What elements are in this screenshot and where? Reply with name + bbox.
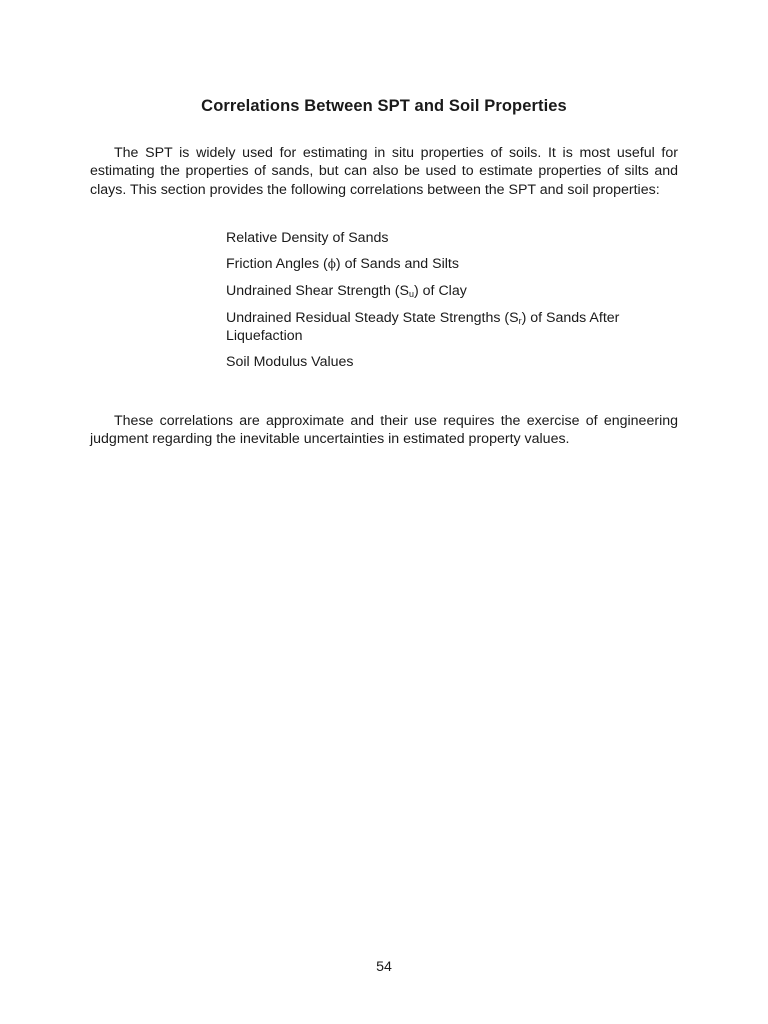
list-item-friction-angles — [226, 255, 459, 273]
subscript-r: r — [518, 316, 522, 326]
intro-paragraph: The SPT is widely used for estimating in situ properties of soils. It is most useful for estimating the properties of sands, but can also be used to estimate properties of silts and clays. This section provides the following correlations between the SPT and soil properties: — [90, 145, 678, 198]
undrained-shear-text-before: Undrained Shear Strength (S — [226, 283, 409, 299]
page-number: 54 — [376, 959, 392, 975]
soil-modulus-text: Soil Modulus Values — [226, 354, 354, 370]
friction-angles-text-before: Friction Angles ( — [226, 256, 328, 272]
list-item-undrained-shear-strength — [226, 282, 467, 300]
subscript-u: u — [408, 289, 414, 299]
friction-angles-text-after: ) of Sands and Silts — [335, 256, 459, 272]
list-item-soil-modulus — [226, 353, 354, 371]
relative-density-text: Relative Density of Sands — [226, 230, 389, 246]
closing-paragraph: These correlations are approximate and their use requires the exercise of engineering judgment regarding the inevitable uncertainties in estimated property values. — [90, 413, 678, 448]
residual-strength-text-after: ) of Sands After Liquefaction — [226, 310, 620, 344]
list-item-residual-strength — [226, 309, 666, 345]
list-item-relative-density — [226, 229, 388, 247]
page-title: Correlations Between SPT and Soil Properties — [201, 97, 567, 115]
residual-strength-text-before: Undrained Residual Steady State Strengths (S — [226, 310, 519, 326]
phi-symbol: ϕ — [327, 257, 336, 271]
undrained-shear-text-after: ) of Clay — [414, 283, 467, 299]
